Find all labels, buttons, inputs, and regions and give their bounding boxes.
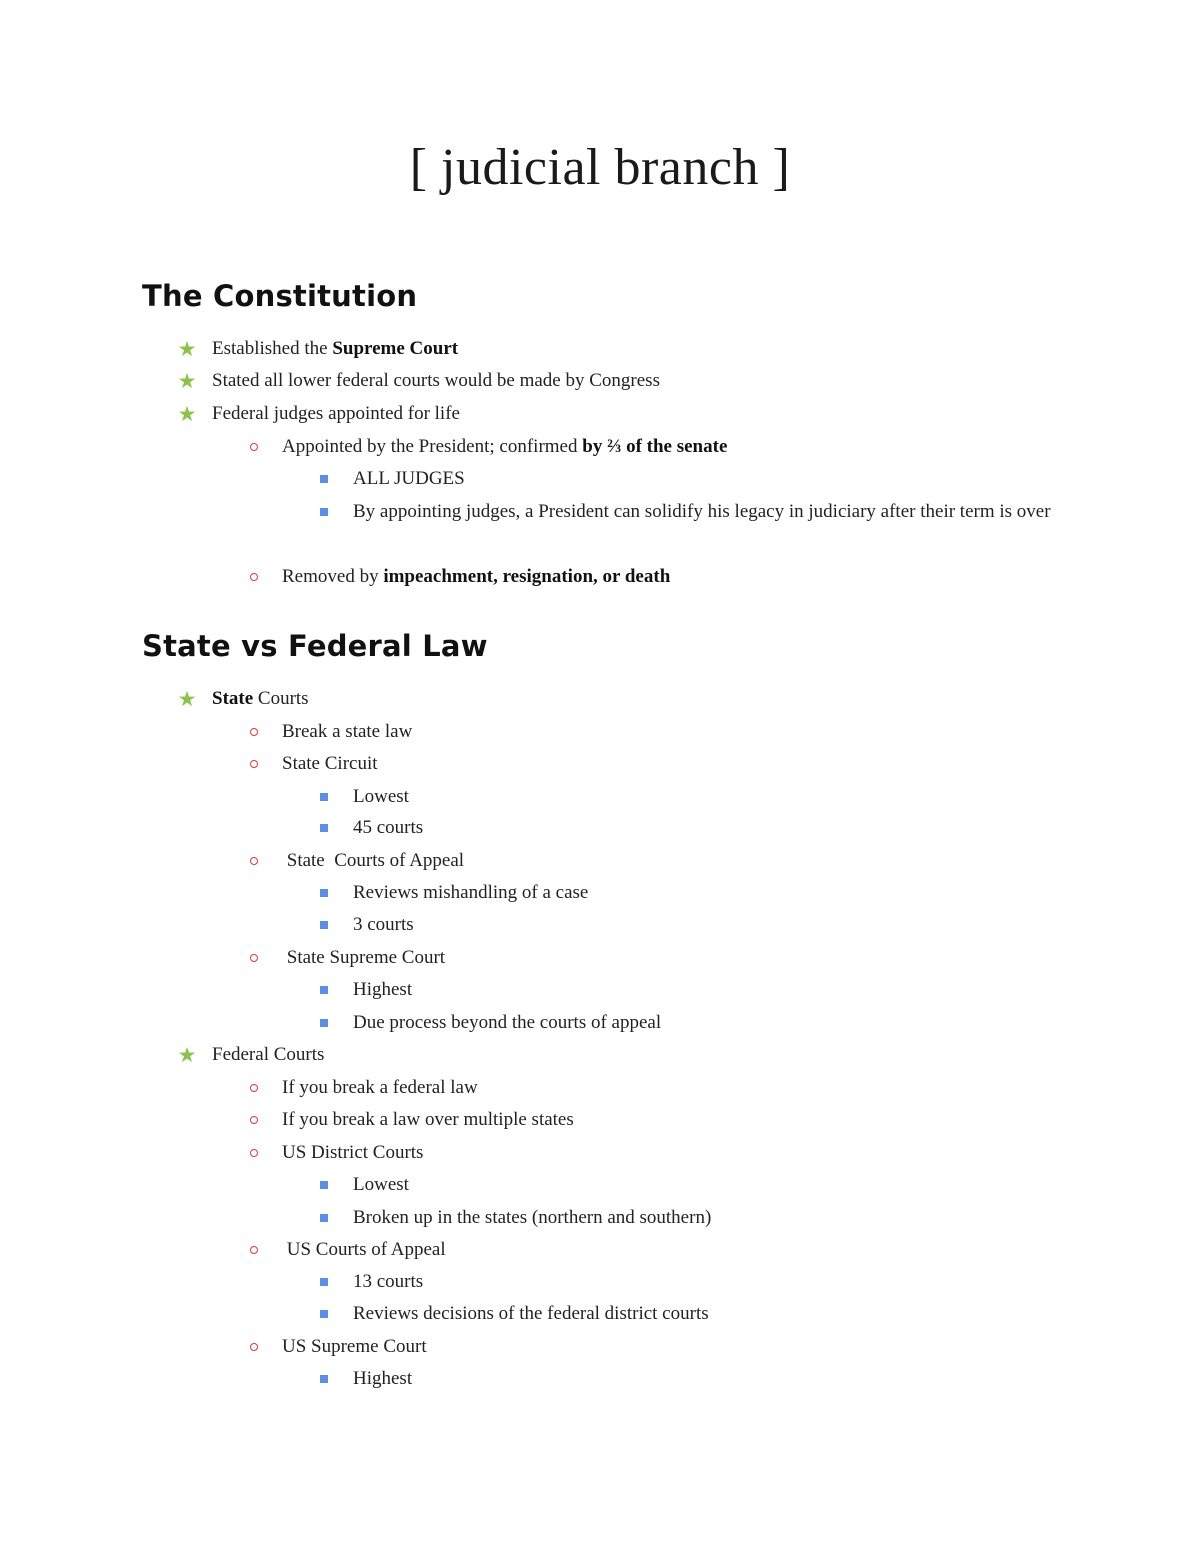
list-item	[318, 781, 409, 813]
item-text: Lowest	[353, 1174, 409, 1195]
section-heading-constitution: The Constitution	[142, 279, 418, 313]
hollow-circle-icon	[248, 1137, 260, 1169]
item-bold-text: impeachment, resignation, or death	[383, 566, 671, 587]
item-text: Removed by	[282, 566, 384, 587]
item-text: State Courts of Appeal	[282, 850, 465, 871]
list-item	[248, 716, 412, 748]
list-item	[248, 561, 670, 593]
item-text: Break a state law	[282, 721, 413, 742]
square-icon	[318, 1298, 330, 1330]
list-item	[318, 1007, 661, 1039]
item-text: State Circuit	[282, 753, 378, 774]
item-text: If you break a law over multiple states	[282, 1109, 574, 1130]
list-item	[318, 877, 588, 909]
list-item	[318, 1202, 711, 1234]
hollow-circle-icon	[248, 1072, 260, 1104]
list-item	[248, 942, 445, 974]
list-item	[318, 1298, 709, 1330]
item-text: US Supreme Court	[282, 1336, 427, 1357]
item-text: US District Courts	[282, 1142, 424, 1163]
square-icon	[318, 1007, 330, 1039]
list-item	[318, 812, 423, 844]
list-item	[318, 496, 1058, 560]
square-icon	[318, 1266, 330, 1298]
item-text: If you break a federal law	[282, 1077, 478, 1098]
square-icon	[318, 974, 330, 1006]
list-item	[248, 1137, 423, 1169]
item-bold-text: by ⅔ of the senate	[582, 436, 728, 457]
hollow-circle-icon	[248, 1234, 260, 1266]
item-text: Broken up in the states (northern and southern)	[353, 1207, 712, 1228]
list-item	[318, 1363, 412, 1395]
hollow-circle-icon	[248, 845, 260, 877]
item-text: ALL JUDGES	[353, 468, 465, 489]
item-text: Lowest	[353, 786, 409, 807]
hollow-circle-icon	[248, 942, 260, 974]
square-icon	[318, 1363, 330, 1395]
page-title: [ judicial branch ]	[409, 139, 791, 196]
hollow-circle-icon	[248, 748, 260, 780]
list-item	[318, 1266, 423, 1298]
square-icon	[318, 877, 330, 909]
item-text: By appointing judges, a President can solidify his legacy in judiciary after their term is over	[353, 501, 1051, 522]
item-text: Federal judges appointed for life	[212, 403, 460, 424]
square-icon	[318, 1202, 330, 1234]
list-item	[318, 1169, 409, 1201]
item-text: Stated all lower federal courts would be made by Congress	[212, 370, 660, 391]
list-item	[248, 845, 464, 877]
star-icon: ★	[177, 686, 197, 711]
list-item	[248, 1331, 427, 1363]
list-item	[176, 683, 309, 715]
item-text: Reviews decisions of the federal district courts	[353, 1303, 709, 1324]
star-icon: ★	[177, 368, 197, 393]
star-icon: ★	[177, 401, 197, 426]
item-text: Established the	[212, 338, 333, 359]
list-item	[248, 1072, 478, 1104]
list-item	[248, 431, 727, 463]
item-text: US Courts of Appeal	[282, 1239, 446, 1260]
item-text: Due process beyond the courts of appeal	[353, 1012, 662, 1033]
item-bold-text: Supreme Court	[332, 338, 459, 359]
list-item	[248, 1104, 574, 1136]
list-item	[176, 398, 460, 430]
hollow-circle-icon	[248, 716, 260, 748]
list-item	[176, 365, 660, 397]
item-text: Appointed by the President; confirmed	[282, 436, 583, 457]
item-text: Courts	[253, 688, 309, 709]
item-text: 13 courts	[353, 1271, 424, 1292]
item-text: 45 courts	[353, 817, 424, 838]
list-item	[248, 1234, 446, 1266]
item-bold-text: State	[212, 688, 254, 709]
hollow-circle-icon	[248, 1331, 260, 1363]
star-icon: ★	[177, 1042, 197, 1067]
list-item	[318, 463, 465, 495]
square-icon	[318, 781, 330, 813]
square-icon	[318, 1169, 330, 1201]
item-text: Highest	[353, 979, 413, 1000]
list-item	[318, 909, 414, 941]
item-text: Federal Courts	[212, 1044, 325, 1065]
list-item	[248, 748, 378, 780]
section-heading-state-vs-federal: State vs Federal Law	[142, 629, 488, 663]
list-item	[318, 974, 412, 1006]
item-text: Highest	[353, 1368, 413, 1389]
hollow-circle-icon	[248, 561, 260, 593]
star-icon: ★	[177, 336, 197, 361]
square-icon	[318, 909, 330, 941]
list-item	[176, 333, 458, 365]
item-text: 3 courts	[353, 914, 414, 935]
square-icon	[318, 496, 330, 528]
list-item	[176, 1039, 324, 1071]
hollow-circle-icon	[248, 431, 260, 463]
hollow-circle-icon	[248, 1104, 260, 1136]
item-text: State Supreme Court	[282, 947, 446, 968]
item-text: Reviews mishandling of a case	[353, 882, 589, 903]
square-icon	[318, 812, 330, 844]
square-icon	[318, 463, 330, 495]
